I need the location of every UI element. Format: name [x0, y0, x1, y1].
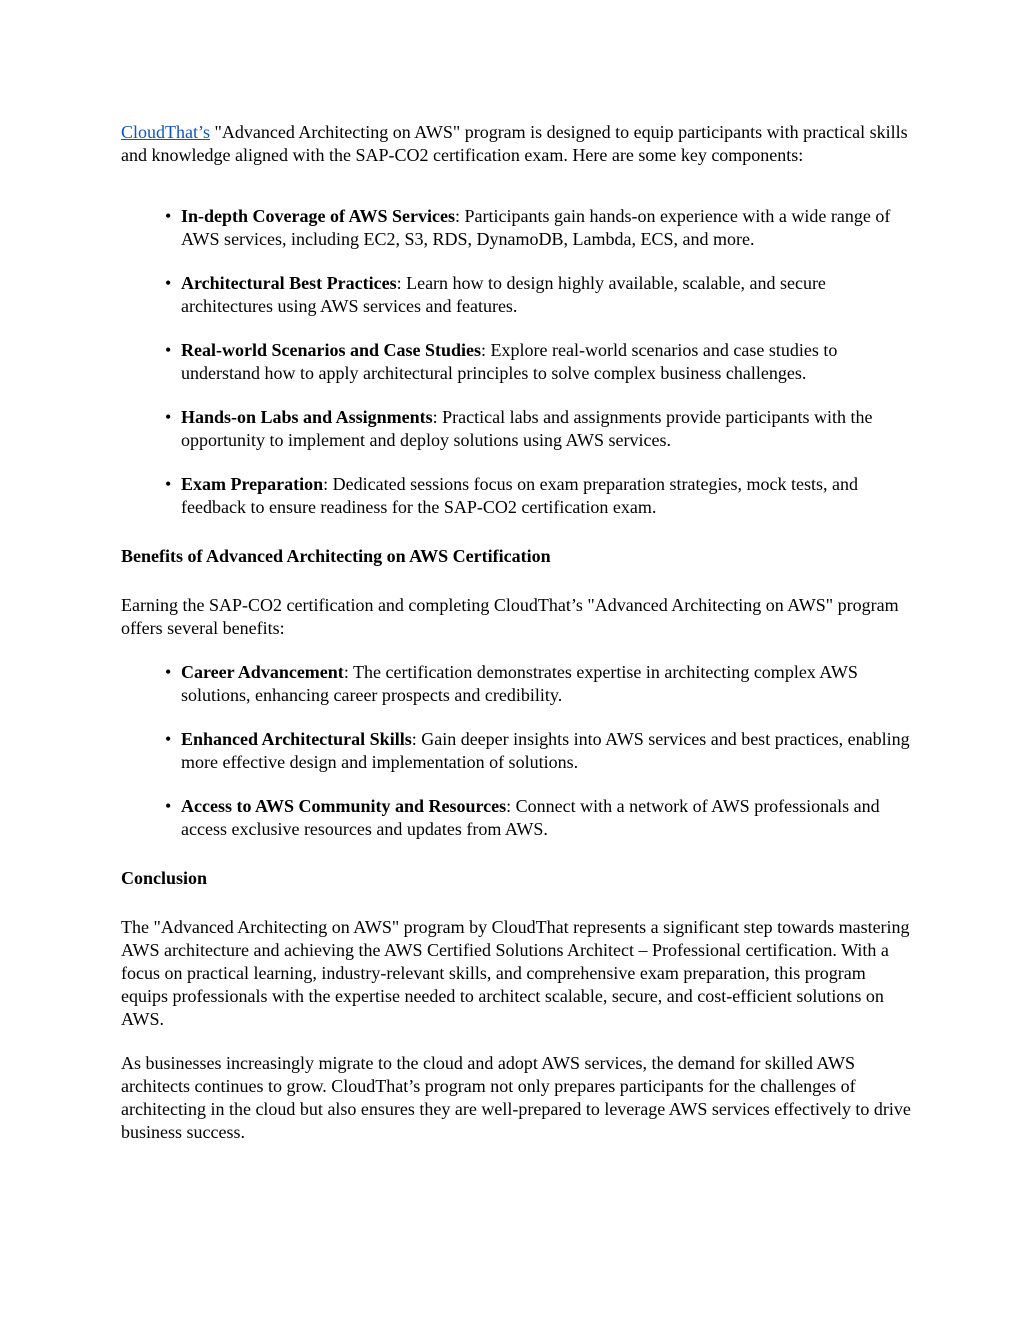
list-item-title: Enhanced Architectural Skills: [181, 729, 412, 749]
document-page: [121, 121, 911, 1144]
components-list: [121, 205, 911, 519]
list-item-title: Architectural Best Practices: [181, 273, 397, 293]
benefits-intro: Earning the SAP-CO2 certification and completing CloudThat’s "Advanced Architecting on AWS" program offers several benefits:: [121, 595, 899, 638]
conclusion-paragraph-1: The "Advanced Architecting on AWS" program by CloudThat represents a significant step towards mastering AWS architecture and achieving the AWS Certified Solutions Architect – Professional certification. With a focus on practical learning, industry-relevant skills, and comprehensive exam preparation, this program equips professionals with the expertise needed to architect scalable, secure, and cost-efficient solutions on AWS.: [121, 917, 910, 1029]
conclusion-heading: Conclusion: [121, 868, 208, 888]
list-item-title: In-depth Coverage of AWS Services: [181, 206, 455, 226]
list-item-title: Exam Preparation: [181, 474, 324, 494]
list-item-text: : Practical labs and assignments provide participants with the opportunity to implement and deploy solutions using AWS services.: [181, 407, 873, 450]
conclusion-paragraph-2: As businesses increasingly migrate to the cloud and adopt AWS services, the demand for skilled AWS architects continues to grow. CloudThat’s program not only prepares participants for the challenges of architecting in the cloud but also ensures they are well-prepared to leverage AWS services effectively to drive business success.: [121, 1053, 911, 1142]
list-item: [181, 728, 911, 774]
list-item-text: : Connect with a network of AWS professionals and access exclusive resources and updates from AWS.: [181, 796, 880, 839]
list-item-text: : Gain deeper insights into AWS services and best practices, enabling more effective design and implementation of solutions.: [181, 729, 910, 772]
list-item: [181, 272, 911, 318]
list-item: [181, 339, 911, 385]
list-item-text: : Dedicated sessions focus on exam preparation strategies, mock tests, and feedback to ensure readiness for the SAP-CO2 certification exam.: [181, 474, 859, 517]
list-item: [181, 473, 911, 519]
list-item-title: Real-world Scenarios and Case Studies: [181, 340, 482, 360]
list-item-text: : The certification demonstrates expertise in architecting complex AWS solutions, enhancing career prospects and credibility.: [181, 662, 858, 705]
list-item-title: Hands-on Labs and Assignments: [181, 407, 433, 427]
list-item: [181, 661, 911, 707]
benefits-heading: Benefits of Advanced Architecting on AWS Certification: [121, 546, 551, 566]
list-item-text: : Learn how to design highly available, scalable, and secure architectures using AWS services and features.: [181, 273, 826, 316]
list-item-text: : Explore real-world scenarios and case studies to understand how to apply architectural principles to solve complex business challenges.: [181, 340, 838, 383]
list-item: [181, 406, 911, 452]
intro-text: "Advanced Architecting on AWS" program is designed to equip participants with practical skills and knowledge aligned with the SAP-CO2 certification exam. Here are some key components:: [121, 122, 908, 165]
cloudthat-link[interactable]: CloudThat’s: [121, 122, 210, 142]
list-item: [181, 205, 911, 251]
list-item-title: Career Advancement: [181, 662, 344, 682]
list-item-text: : Participants gain hands-on experience with a wide range of AWS services, including EC2, S3, RDS, DynamoDB, Lambda, ECS, and more.: [181, 206, 891, 249]
intro-paragraph: [121, 121, 911, 167]
benefits-list: [121, 661, 911, 841]
list-item-title: Access to AWS Community and Resources: [181, 796, 507, 816]
list-item: [181, 795, 911, 841]
